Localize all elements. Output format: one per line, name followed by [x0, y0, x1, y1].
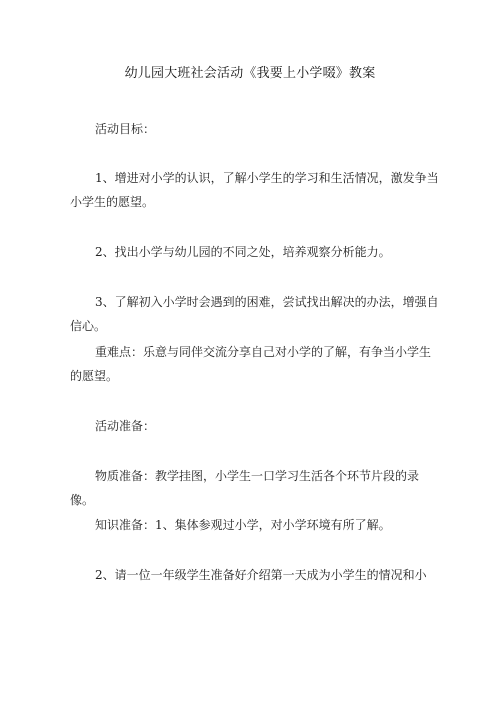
paragraph-preparation-heading: 活动准备： — [95, 419, 156, 433]
paragraph-knowledge-preparation: 知识准备：1、集体参观过小学，对小学环境有所了解。 — [95, 518, 391, 532]
paragraph-goal-2: 2、找出小学与幼儿园的不同之处，培养观察分析能力。 — [95, 245, 391, 259]
document-title: 幼儿园大班社会活动《我要上小学啜》教案 — [124, 66, 376, 81]
paragraph-knowledge-item-2: 2、请一位一年级学生准备好介绍第一天成为小学生的情况和小 — [95, 568, 427, 582]
paragraph-goal-1: 1、增进对小学的认识，了解小学生的学习和生活情况，激发争当小学生的愿望。 — [70, 171, 439, 209]
paragraph-activity-goals-heading: 活动目标： — [95, 122, 156, 136]
paragraph-material-preparation: 物质准备：教学挂图，小学生一口学习生活各个环节片段的录像。 — [70, 469, 420, 507]
paragraph-goal-3: 3、了解初入小学时会遇到的困难，尝试找出解决的办法，增强自信心。 — [70, 295, 439, 333]
paragraph-key-points: 重难点：乐意与同伴交流分享自己对小学的了解，有争当小学生的愿望。 — [70, 345, 432, 383]
